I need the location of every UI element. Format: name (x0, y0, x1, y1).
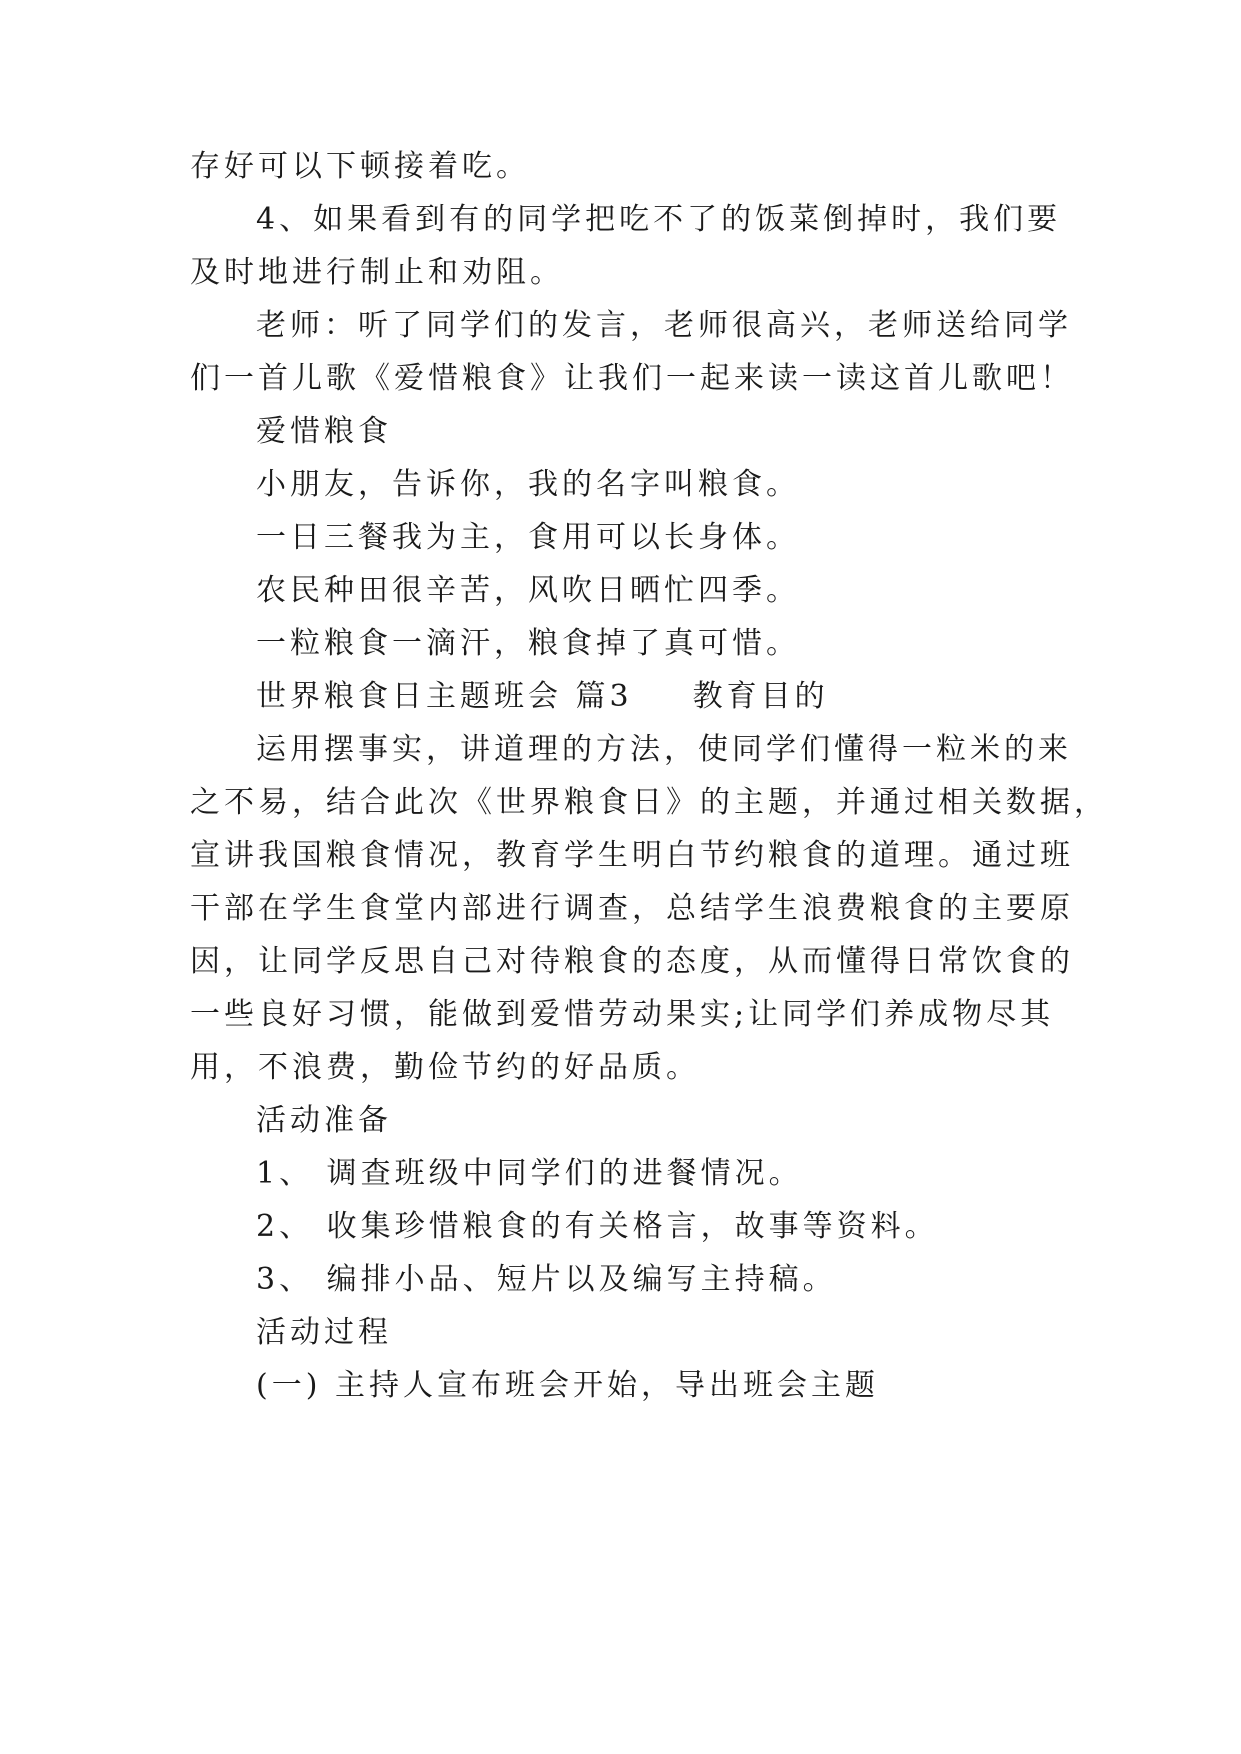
section-heading (256, 677, 829, 717)
text-line: 用，不浪费，勤俭节约的好品质。 (190, 1050, 700, 1085)
section-title: 世界粮食日主题班会 篇3 (256, 679, 633, 714)
text-line: 老师：听了同学们的发言，老师很高兴，老师送给同学 (256, 308, 1072, 343)
text-line: 一些良好习惯，能做到爱惜劳动果实;让同学们养成物尽其 (190, 997, 1055, 1032)
section-heading: 活动准备 (256, 1103, 392, 1138)
list-item: 1、 调查班级中同学们的进餐情况。 (256, 1156, 803, 1191)
poem-line: 一日三餐我为主，食用可以长身体。 (256, 520, 800, 555)
poem-title: 爱惜粮食 (256, 414, 392, 449)
text-line: 干部在学生食堂内部进行调查，总结学生浪费粮食的主要原 (190, 891, 1074, 926)
section-subtitle: 教育目的 (692, 679, 829, 714)
list-item: 2、 收集珍惜粮食的有关格言，故事等资料。 (256, 1209, 939, 1244)
poem-line: 一粒粮食一滴汗，粮食掉了真可惜。 (256, 626, 800, 661)
text-line: 运用摆事实，讲道理的方法，使同学们懂得一粒米的来 (256, 732, 1072, 767)
list-item: 3、 编排小品、短片以及编写主持稿。 (256, 1262, 837, 1297)
text-line: 存好可以下顿接着吃。 (190, 149, 530, 184)
text-line: (一) 主持人宣布班会开始，导出班会主题 (256, 1368, 879, 1403)
text-line: 及时地进行制止和劝阻。 (190, 255, 564, 290)
text-line: 之不易，结合此次《世界粮食日》的主题，并通过相关数据， (190, 785, 1108, 820)
section-heading: 活动过程 (256, 1315, 392, 1350)
text-line: 宣讲我国粮食情况，教育学生明白节约粮食的道理。通过班 (190, 838, 1074, 873)
poem-line: 农民种田很辛苦，风吹日晒忙四季。 (256, 573, 800, 608)
text-line: 4、如果看到有的同学把吃不了的饭菜倒掉时，我们要 (256, 202, 1062, 237)
poem-line: 小朋友，告诉你，我的名字叫粮食。 (256, 467, 800, 502)
text-line: 因，让同学反思自己对待粮食的态度，从而懂得日常饮食的 (190, 944, 1074, 979)
text-line: 们一首儿歌《爱惜粮食》让我们一起来读一读这首儿歌吧！ (190, 361, 1074, 396)
